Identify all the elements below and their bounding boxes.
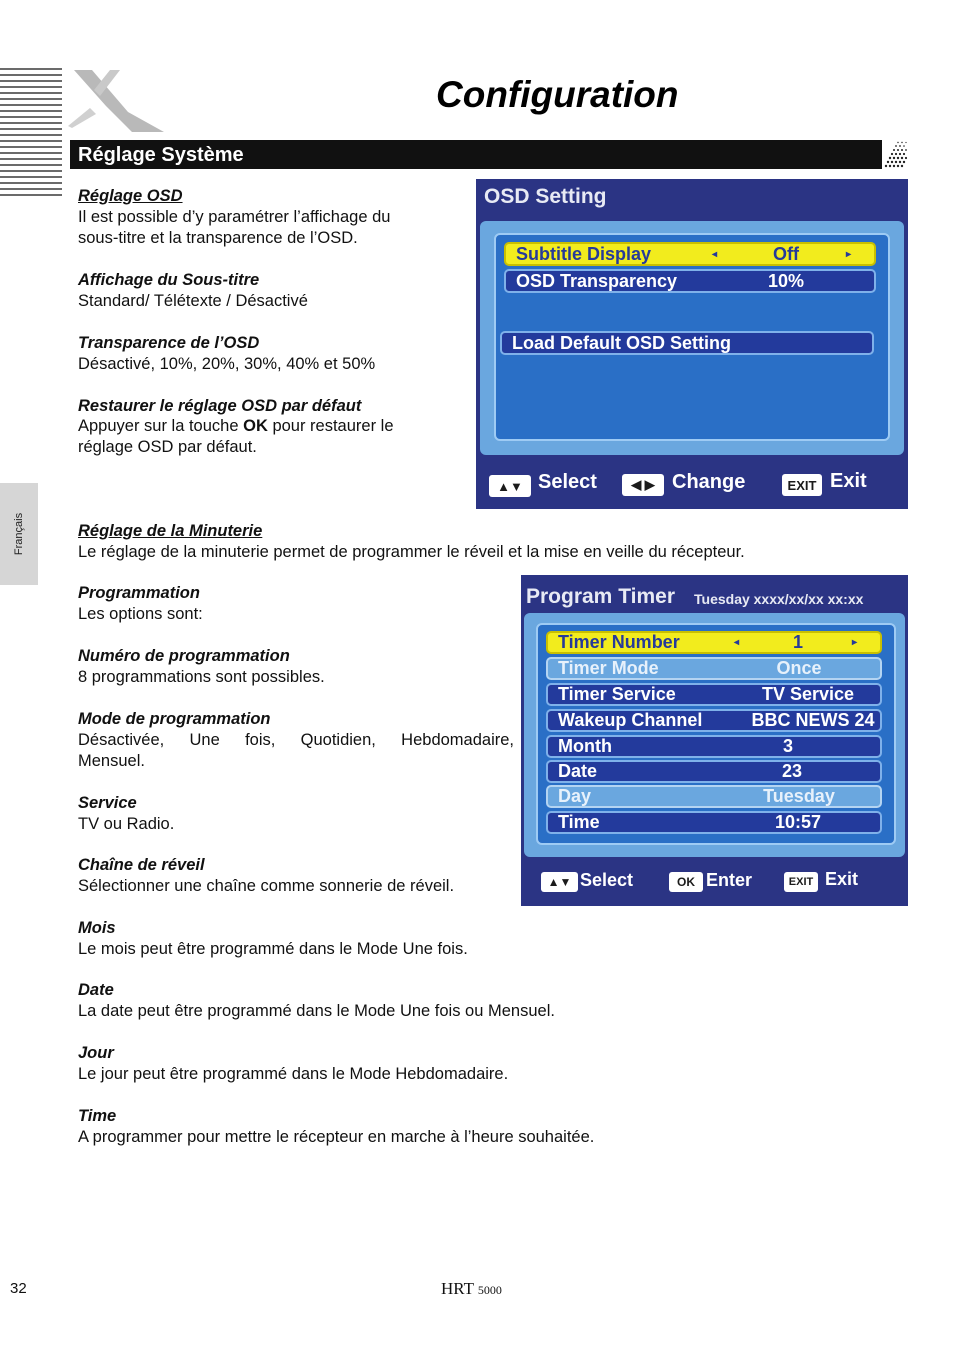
day-heading: Jour	[78, 1044, 114, 1062]
program-timer-screen	[521, 575, 908, 906]
month-label: Month	[558, 736, 612, 756]
exit-key-icon: EXIT	[784, 872, 818, 892]
time-label: Time	[558, 812, 600, 832]
timer-mode-word: fois,	[245, 731, 276, 749]
subtitle-display-row[interactable]	[504, 242, 876, 266]
subtitle-display-label: Subtitle Display	[516, 243, 652, 264]
timer-service-row[interactable]	[546, 683, 882, 706]
date-text: La date peut être programmé dans le Mode Une fois ou Mensuel.	[78, 1002, 555, 1020]
timer-mode-label: Timer Mode	[558, 658, 659, 678]
arrow-right-icon: ▸	[846, 248, 852, 260]
timer-mode-text	[78, 730, 514, 751]
osd-footer-select: Select	[538, 471, 597, 493]
language-tab-label: Français	[13, 512, 25, 556]
timer-screen-title: Program Timer	[526, 585, 675, 608]
page-title: Configuration	[436, 74, 679, 115]
timer-footer-exit: Exit	[825, 869, 859, 889]
subtitle-display-heading: Affichage du Sous-titre	[78, 271, 260, 289]
timer-number-text: 8 programmations sont possibles.	[78, 668, 325, 686]
restore-default-heading: Restaurer le réglage OSD par défaut	[78, 397, 362, 415]
timer-screen-datetime: Tuesday xxxx/xx/xx xx:xx	[694, 591, 864, 607]
service-heading: Service	[78, 794, 137, 812]
ok-key-icon: OK	[669, 872, 703, 892]
timer-mode-heading: Mode de programmation	[78, 710, 271, 728]
month-value: 3	[782, 736, 793, 756]
day-value: Tuesday	[763, 786, 835, 806]
month-heading: Mois	[78, 919, 116, 937]
timer-mode-text-line-2: Mensuel.	[78, 752, 145, 770]
timer-mode-word: Désactivée,	[78, 731, 165, 749]
osd-screen-panel	[480, 221, 904, 455]
restore-text-after: pour restaurer le	[267, 417, 394, 435]
left-right-key-icon: ◀ ▶	[622, 474, 664, 496]
page-number: 32	[10, 1280, 27, 1297]
arrow-right-icon: ▸	[852, 637, 858, 648]
day-label: Day	[558, 786, 592, 806]
timer-footer-select: Select	[580, 870, 634, 890]
programmation-text: Les options sont:	[78, 605, 203, 623]
wakeup-channel-value: BBC NEWS 24	[751, 710, 875, 730]
osd-heading: Réglage OSD	[78, 187, 183, 205]
restore-default-text	[78, 416, 394, 437]
subtitle-display-text: Standard/ Télétexte / Désactivé	[78, 292, 308, 310]
timer-mode-word: Quotidien,	[300, 731, 376, 749]
ok-key-label: OK	[243, 417, 268, 435]
day-text: Le jour peut être programmé dans le Mode Hebdomadaire.	[78, 1065, 509, 1083]
timer-mode-word: Une	[189, 731, 220, 749]
time-text: A programmer pour mettre le récepteur en marche à l’heure souhaitée.	[78, 1128, 595, 1146]
day-row[interactable]	[546, 785, 882, 808]
timer-mode-value: Once	[776, 658, 822, 678]
osd-transparency-text: Désactivé, 10%, 20%, 30%, 40% et 50%	[78, 355, 376, 373]
wakeup-channel-row[interactable]	[546, 709, 882, 732]
osd-footer-change: Change	[672, 471, 746, 493]
time-heading: Time	[78, 1107, 117, 1125]
osd-setting-screen	[476, 179, 908, 509]
model-name	[441, 1279, 502, 1299]
timer-footer-enter: Enter	[706, 870, 753, 890]
osd-screen-title: OSD Setting	[484, 185, 607, 208]
osd-footer-exit: Exit	[830, 470, 867, 492]
osd-intro-line-1: Il est possible d’y paramétrer l’affichage du	[78, 208, 391, 226]
arrow-left-icon: ◂	[734, 637, 740, 648]
model-name-main: HRT	[441, 1279, 474, 1298]
model-name-number: 5000	[477, 1283, 502, 1297]
timer-heading: Réglage de la Minuterie	[78, 522, 263, 540]
date-row[interactable]	[546, 760, 882, 783]
subtitle-display-value: Off	[773, 243, 799, 264]
timer-number-label: Timer Number	[558, 632, 680, 652]
load-default-row[interactable]	[500, 331, 874, 355]
osd-screen-inner	[494, 233, 890, 441]
restore-default-text-line-2: réglage OSD par défaut.	[78, 438, 257, 456]
time-value: 10:57	[774, 812, 822, 832]
timer-number-value: 1	[792, 632, 803, 652]
section-title: Réglage Système	[78, 144, 244, 166]
timer-mode-row[interactable]	[546, 657, 882, 680]
timer-intro: Le réglage de la minuterie permet de programmer le réveil et la mise en veille du récepteur.	[78, 543, 745, 561]
brand-x-logo	[66, 68, 166, 134]
wakeup-channel-text: Sélectionner une chaîne comme sonnerie de réveil.	[78, 877, 455, 895]
date-value: 23	[781, 761, 803, 781]
timer-service-label: Timer Service	[558, 684, 676, 704]
timer-number-heading: Numéro de programmation	[78, 647, 290, 665]
side-stripes-decoration	[0, 68, 62, 196]
wakeup-channel-heading: Chaîne de réveil	[78, 856, 205, 874]
up-down-key-icon: ▲▼	[541, 872, 578, 892]
service-text: TV ou Radio.	[78, 815, 175, 833]
timer-number-row[interactable]	[546, 631, 882, 654]
osd-transparency-label: OSD Transparency	[516, 270, 678, 291]
month-row[interactable]	[546, 735, 882, 758]
timer-service-value: TV Service	[761, 684, 855, 704]
programmation-heading: Programmation	[78, 584, 200, 602]
date-heading: Date	[78, 981, 114, 999]
osd-transparency-heading: Transparence de l’OSD	[78, 334, 260, 352]
up-down-key-icon: ▲▼	[489, 475, 531, 497]
month-text: Le mois peut être programmé dans le Mode Une fois.	[78, 940, 468, 958]
time-row[interactable]	[546, 811, 882, 834]
timer-screen-panel	[524, 613, 905, 857]
language-tab-label-wrap	[0, 483, 38, 585]
osd-transparency-row[interactable]	[504, 269, 876, 293]
section-bar-dots-decoration	[866, 140, 910, 169]
restore-text-before: Appuyer sur la touche	[78, 417, 244, 435]
wakeup-channel-label: Wakeup Channel	[558, 710, 703, 730]
timer-screen-inner	[536, 623, 896, 845]
arrow-left-icon: ◂	[712, 248, 718, 260]
osd-transparency-value: 10%	[767, 270, 805, 291]
timer-mode-word: Hebdomadaire,	[401, 731, 514, 749]
date-label: Date	[558, 761, 598, 781]
load-default-label: Load Default OSD Setting	[512, 332, 732, 353]
exit-key-icon: EXIT	[782, 474, 822, 496]
osd-intro-line-2: sous-titre et la transparence de l’OSD.	[78, 229, 358, 247]
